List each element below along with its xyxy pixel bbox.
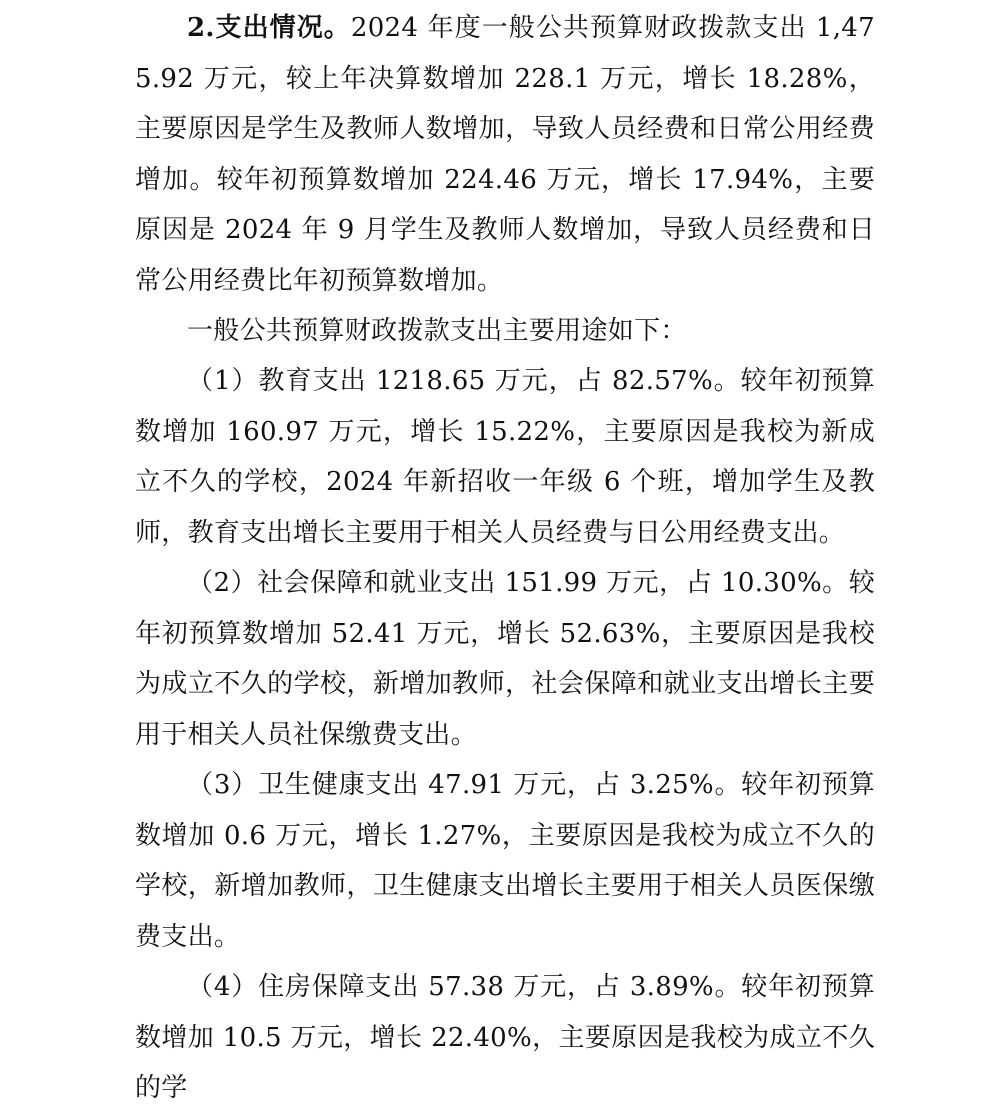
paragraph-expenditure-overview [135,3,875,307]
paragraph-text: （2）社会保障和就业支出 151.99 万元，占 10.30%。较年初预算数增加 52.41 万元，增长 52.63%，主要原因是我校为成立不久的学校，新增加教师，社会保障和就业支出增长主要用于相关人员社保缴费支出。 [135,568,875,750]
paragraph-education-expenditure [135,356,875,558]
paragraph-text: 2024 年度一般公共预算财政拨款支出 1,475.92 万元，较上年决算数增加 228.1 万元，增长 18.28%，主要原因是学生及教师人数增加，导致人员经费和日常公用经费增加。较年初预算数增加 224.46 万元，增长 17.94%，主要原因是 2024 年 9 月学生及教师人数增加，导致人员经费和日常公用经费比年初预算数增加。 [135,13,875,296]
paragraph-text: （4）住房保障支出 57.38 万元，占 3.89%。较年初预算数增加 10.5 万元，增长 22.40%，主要原因是我校为成立不久的学 [135,972,875,1104]
paragraph-health-expenditure [135,760,875,962]
paragraph-text: （1）教育支出 1218.65 万元，占 82.57%。较年初预算数增加 160.97 万元，增长 15.22%，主要原因是我校为新成立不久的学校，2024 年新招收一年级 6 个班，增加学生及教师，教育支出增长主要用于相关人员经费与日公用经费支出。 [135,366,875,548]
paragraph-social-security-expenditure [135,558,875,760]
paragraph-text: 一般公共预算财政拨款支出主要用途如下： [187,316,687,346]
paragraph-text: （3）卫生健康支出 47.91 万元，占 3.25%。较年初预算数增加 0.6 万元，增长 1.27%，主要原因是我校为成立不久的学校，新增加教师，卫生健康支出增长主要用于相关人员医保缴费支出。 [135,770,875,952]
paragraph-main-uses-intro [135,306,875,357]
paragraph-housing-expenditure [135,962,875,1114]
section-heading: 2.支出情况。 [187,13,351,43]
